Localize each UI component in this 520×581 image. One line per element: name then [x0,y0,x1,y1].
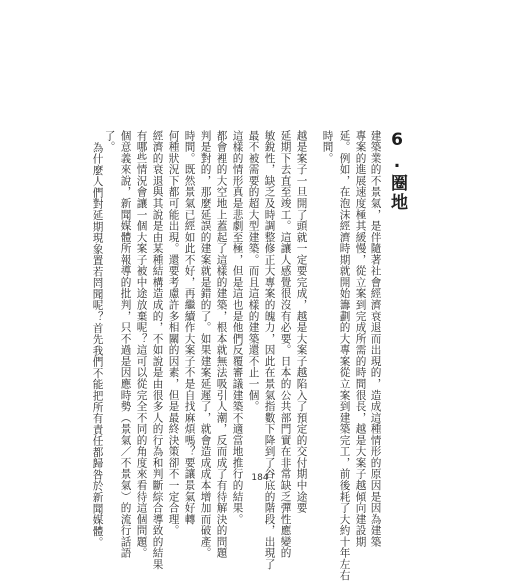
section-heading: 6.圈地 [387,130,407,212]
text-column: 都會裡的大空地上蓋起了這樣的建築，根本就無法吸引人潮，反而成了有待解決的問題 [215,130,228,559]
text-column: 越是案子一旦開了頭就一定要完成，越是大案子越陷入了預定的交付期中途要 [295,130,308,514]
text-column: 時間。 [321,130,334,164]
text-column: 何種狀況下都可能出現。還要考慮許多相關的因素，但是最終決策卻不一定合理。 [167,130,180,537]
text-column: 專案的進展速度極其緩慢，從立案到完成所需的時間很長，越是大案子越傾向建設期 [354,130,367,548]
page-number: 184 [251,473,269,483]
text-column: 最不被需要的超大型建築。而且這樣的建築還不止一個。 [247,130,260,412]
text-column: 經濟的衰退與其說是由某種結構造成的，不如說是由很多人的行為和判斷綜合導致的結果 [151,130,164,570]
text-column: 延。例如，在泡沫經濟時期就開始籌劃的大專案從立案到建築完工，前後耗了大約十年左右 [338,130,351,581]
text-column: 判是對的，那麼延誤的建案就是錯的了。如果建案延遲了，就會造成成本增加而破產。 [199,130,212,559]
text-column: 個意義來說，新聞媒體所報導的批判，只不過是因應時勢（景氣／不景氣）的流行話語 [119,130,132,559]
text-column: 有哪些情況會讓一個大案子被中途放棄呢？這可以從完全不同的角度來看待這個問題。 [135,130,148,559]
text-column: 時間。既然景氣已經如此不好，再繼續作大案子不是自找麻煩嗎？要讓景氣好轉 [183,130,196,525]
text-column: 建築業的不景氣，是伴隨著社會經濟衰退而出現的，造成這種情形的原因是因為建築 [369,130,382,548]
text-column: 了。 [103,130,116,153]
text-column: 為什麼人們對延期現象置若罔聞呢？首先我們不能把所有責任都歸咎於新聞媒體。 [91,142,104,549]
text-column: 這樣的情形真是悲劇至極，但是這也是他們反覆審議建築不適當地推行的結果。 [231,130,244,525]
text-column: 延期下去直至竣工。這讓人感覺很沒有必要。日本的公共部門實在非常缺乏彈性應變的 [279,130,292,559]
text-column: 敏銳性，缺乏及時調整修正大專案的魄力，因此在景氣指數下降到了谷底的階段，出現了 [263,130,276,570]
